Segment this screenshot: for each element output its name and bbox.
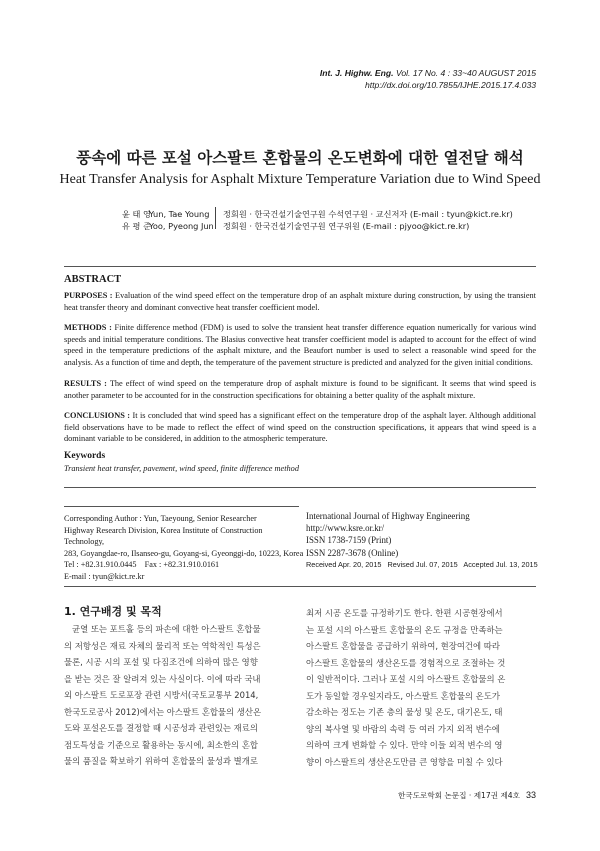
author-name-ko: 유 평 준 bbox=[122, 221, 151, 231]
page-footer bbox=[398, 790, 536, 801]
author-divider bbox=[215, 207, 216, 229]
body-line: 이 일반적이다. 그러나 포설 시의 아스팔트 혼합물의 온 bbox=[306, 674, 506, 684]
journal-info-block bbox=[306, 510, 546, 571]
section-heading: 1. 연구배경 및 목적 bbox=[64, 605, 162, 618]
author-block bbox=[0, 0, 600, 240]
body-line: 점도특성을 기준으로 활용하는 동시에, 최소한의 혼합 bbox=[64, 739, 258, 750]
body-top-rule bbox=[64, 586, 536, 587]
corr-line: Tel : +82.31.910.0445 Fax : +82.31.910.0161 bbox=[64, 560, 220, 570]
issn-print: ISSN 1738-7159 (Print) bbox=[306, 535, 392, 546]
abstract-bottom-rule bbox=[64, 487, 536, 488]
body-line: 도와 포설온도를 결정할 때 시공성과 관련있는 재료의 bbox=[64, 723, 258, 733]
keywords-heading: Keywords bbox=[64, 451, 106, 461]
abstract-methods bbox=[64, 322, 536, 368]
journal-url[interactable]: http://www.ksre.or.kr/ bbox=[306, 523, 385, 534]
author-affiliation: 정회원 · 한국건설기술연구원 연구위원 (E-mail : pjyoo@kict.re.kr) bbox=[223, 221, 470, 231]
corr-line: E-mail : tyun@kict.re.kr bbox=[64, 571, 145, 581]
title-english: Heat Transfer Analysis for Asphalt Mixture Temperature Variation due to Wind Speed bbox=[59, 172, 541, 187]
conclusions-text: It is concluded that wind speed has a significant effect on the temperature drop of the asphalt layer. Although additional field observations have to be made to reflect the effect of wind speed on the construction specifications, it appears that wind speed is a dominant variable to be considered, in addition to the atmospheric temperature. bbox=[64, 411, 536, 444]
body-line: 감소하는 정도는 기존 층의 물성 및 온도, 대기온도, 태 bbox=[306, 707, 503, 717]
corr-line: 283, Goyangdae-ro, Ilsanseo-gu, Goyang-si, Gyeonggi-do, 10223, Korea bbox=[64, 548, 304, 558]
title-korean: 풍속에 따른 포설 아스팔트 혼합물의 온도변화에 대한 열전달 해석 bbox=[76, 149, 524, 167]
body-column-right bbox=[306, 605, 538, 770]
body-line: 아스팔트 혼합물의 생산온도를 경험적으로 조절하는 것 bbox=[306, 657, 506, 668]
body-line: 의하여 크게 변화할 수 있다. 만약 이들 외적 변수의 영 bbox=[306, 740, 503, 750]
purposes-text: Evaluation of the wind speed effect on the temperature drop of an asphalt mixture during construction, by using the transient heat transfer theory and dominant convective heat transfer coefficient model. bbox=[64, 291, 536, 312]
article-dates: Received Apr. 20, 2015 Revised Jul. 07, 2015 Accepted Jul. 13, 2015 bbox=[306, 559, 538, 569]
body-column-left bbox=[64, 621, 294, 770]
page-number: 33 bbox=[525, 790, 536, 800]
volume-info: Vol. 17 No. 4 : 33~40 AUGUST 2015 bbox=[395, 68, 536, 78]
abstract-conclusions bbox=[64, 410, 536, 445]
abstract-results bbox=[64, 378, 536, 401]
author-name-ko: 윤 태 영 bbox=[122, 209, 151, 219]
abstract-heading: ABSTRACT bbox=[64, 274, 122, 285]
body-line: 향이 아스팔트의 생산온도만큼 큰 영향을 미칠 수 있다 bbox=[306, 756, 503, 767]
body-line: 균열 또는 포트홀 등의 파손에 대한 아스팔트 혼합물 bbox=[72, 624, 261, 634]
body-line: 물의 품질을 확보하기 위하여 혼합물의 물성과 별개로 bbox=[64, 756, 258, 766]
keywords-text: Transient heat transfer, pavement, wind speed, finite difference method bbox=[64, 464, 299, 473]
body-line: 아스팔트 혼합물을 공급하기 위하여, 현장여건에 따라 bbox=[306, 641, 500, 651]
body-line: 한국도로공사 2012)에서는 아스팔트 혼합물의 생산온 bbox=[64, 706, 262, 717]
author-affiliation: 정회원 · 한국건설기술연구원 수석연구원 · 교신저자 (E-mail : tyun@kict.re.kr) bbox=[223, 209, 513, 219]
journal-name: International Journal of Highway Engineering bbox=[306, 511, 470, 521]
results-text: The effect of wind speed on the temperature drop of asphalt mixture is found to be significant. It seems that wind speed is another parameter to be accounted for in the construction specifications for obtaining a better quality of the asphalt mixture. bbox=[64, 379, 536, 400]
author-name-en: Yoo, Pyeong Jun bbox=[149, 221, 214, 231]
corr-line: Corresponding Author : Yun, Taeyoung, Senior Researcher bbox=[64, 514, 257, 523]
conclusions-label: CONCLUSIONS : bbox=[64, 411, 131, 420]
body-line: 최저 시공 온도를 규정하기도 한다. 한편 시공현장에서 bbox=[306, 608, 503, 618]
body-line: 외 아스팔트 도로포장 관련 시방서(국토교통부 2014, bbox=[64, 690, 259, 700]
body-line: 양의 복사열 및 바람의 속력 등 여러 가지 외적 변수에 bbox=[306, 723, 500, 734]
body-line: 는 포설 시의 아스팔트 혼합물의 온도 규정을 만족하는 bbox=[306, 624, 503, 635]
issn-online: ISSN 2287-3678 (Online) bbox=[306, 547, 399, 558]
body-line: 도가 동일할 경우일지라도, 아스팔트 혼합물의 온도가 bbox=[306, 690, 500, 701]
body-line: 을 받는 것은 잘 알려져 있는 사실이다. 이에 따라 국내 bbox=[64, 673, 261, 684]
methods-label: METHODS : bbox=[64, 323, 112, 332]
methods-text: Finite difference method (FDM) is used to solve the transient heat transfer difference equation numerically for various wind speeds and initial temperature conditions. The Blasius convective heat transfer coefficient model is adapted to account for the effect of wind speed in the temperature predictions of the asphalt mixture, and the Beaufort number is used to select a reasonable wind speed for the analysis. As a function of time and depth, the temperature of the pavement structure is predicted and analyzed for the given initial conditions. bbox=[64, 323, 536, 367]
results-label: RESULTS : bbox=[64, 379, 107, 388]
abstract-top-rule bbox=[64, 266, 536, 267]
corr-line: Highway Research Division, Korea Institute of Construction Technology, bbox=[64, 525, 263, 547]
journal-abbr: Int. J. Highw. Eng. bbox=[319, 68, 394, 78]
body-line: 의 저항성은 재료 자체의 물리적 또는 역학적인 특성은 bbox=[64, 640, 261, 651]
footer-journal: 한국도로학회 논문집 · 제17권 제4호 bbox=[398, 791, 520, 800]
doi-link[interactable]: http://dx.doi.org/10.7855/IJHE.2015.17.4.033 bbox=[364, 80, 536, 90]
purposes-label: PURPOSES : bbox=[64, 291, 113, 300]
body-line: 물론, 시공 시의 포설 및 다짐조건에 의하여 많은 영향 bbox=[64, 657, 258, 667]
correspondence-top-rule bbox=[64, 506, 299, 507]
correspondence-block bbox=[64, 513, 304, 583]
author-name-en: Yun, Tae Young bbox=[149, 209, 210, 219]
abstract-purposes bbox=[64, 290, 536, 313]
